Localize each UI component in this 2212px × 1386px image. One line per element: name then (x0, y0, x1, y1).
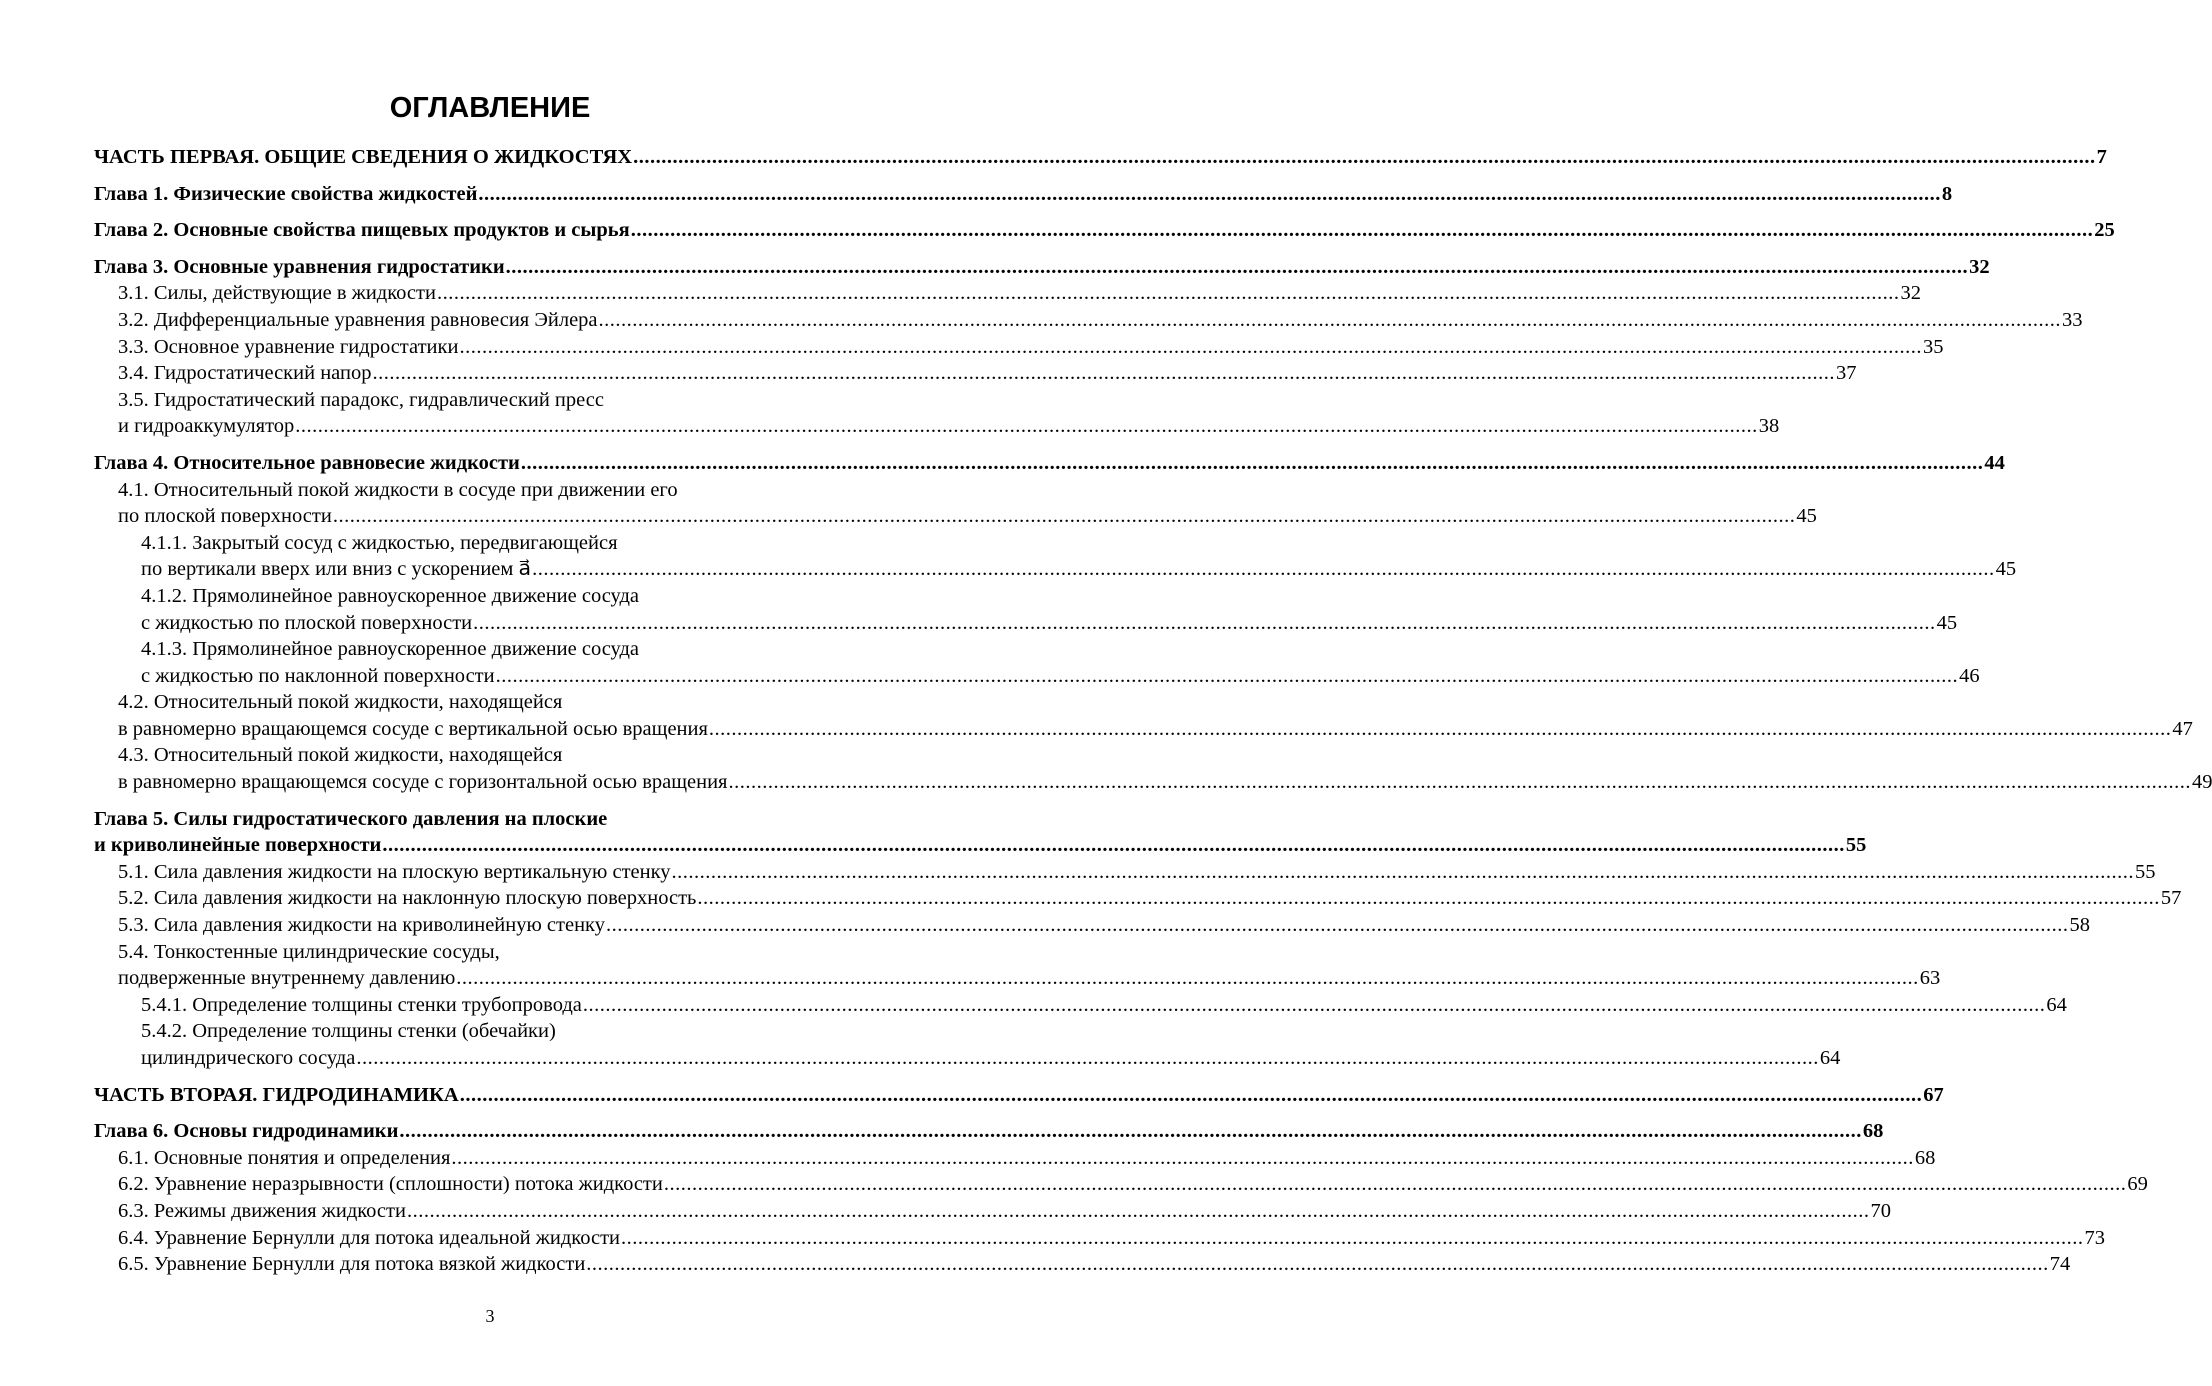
toc-entry-page: 47 (2172, 717, 2193, 740)
dot-leader: .................................................................................................................................................................................................................................................................... (671, 860, 2135, 883)
table-of-contents (94, 144, 2212, 1278)
toc-entry-title-line: 3.5. Гидростатический парадокс, гидравлический пресс (118, 388, 604, 411)
dot-leader: .................................................................................................................................................................................................................................................................... (459, 1083, 1923, 1106)
page-title: ОГЛАВЛЕНИЕ (389, 92, 591, 124)
toc-chapter-entry[interactable] (94, 217, 2115, 244)
toc-entry-title: Глава 1. Физические свойства жидкостей (94, 182, 478, 205)
toc-section-entry[interactable] (94, 742, 2212, 795)
toc-subsection-entry[interactable] (94, 636, 1980, 689)
toc-section-entry[interactable] (94, 477, 1817, 530)
toc-entry-page: 32 (1900, 282, 1921, 305)
toc-entry-title-line: 5.4.2. Определение толщины стенки (обечайки) (141, 1020, 556, 1043)
toc-entry-title-line: Глава 5. Силы гидростатического давления на плоские (94, 807, 608, 830)
toc-entry-page: 74 (2049, 1253, 2071, 1276)
toc-entry-title: Глава 3. Основные уравнения гидростатики (94, 255, 505, 278)
toc-section-entry[interactable] (94, 859, 2156, 886)
dot-leader: .................................................................................................................................................................................................................................................................... (586, 1253, 2049, 1276)
toc-entry-title: ЧАСТЬ ВТОРАЯ. ГИДРОДИНАМИКА (94, 1083, 459, 1106)
toc-entry-title: 6.1. Основные понятия и определения (118, 1146, 451, 1169)
toc-entry-page: 35 (1922, 335, 1944, 358)
toc-entry-title: в равномерно вращающемся сосуде с вертикальной осью вращения (118, 717, 708, 740)
toc-entry-page: 58 (2069, 914, 2090, 937)
toc-entry-page: 55 (1845, 834, 1867, 857)
toc-chapter-entry[interactable] (94, 1118, 1884, 1145)
toc-entry-page: 45 (1936, 611, 1958, 634)
toc-entry-title: с жидкостью по наклонной поверхности (141, 664, 495, 687)
dot-leader: .................................................................................................................................................................................................................................................................... (399, 1120, 1862, 1143)
toc-entry-title: 5.2. Сила давления жидкости на наклонную плоскую поверхность (118, 887, 697, 910)
dot-leader: .................................................................................................................................................................................................................................................................... (663, 1173, 2127, 1196)
toc-section-entry[interactable] (94, 939, 1941, 992)
toc-entry-title: и криволинейные поверхности (94, 834, 382, 857)
toc-entry-title: 6.2. Уравнение неразрывности (сплошности) потока жидкости (118, 1173, 663, 1196)
toc-subsection-entry[interactable] (94, 992, 2067, 1019)
toc-entry-page: 64 (1819, 1047, 1841, 1069)
dot-leader: .................................................................................................................................................................................................................................................................... (598, 308, 2062, 331)
toc-entry-page: 49 (2191, 771, 2212, 794)
toc-entry-page: 69 (2127, 1173, 2148, 1196)
toc-entry-title: цилиндрического сосуда (141, 1047, 356, 1069)
toc-chapter-entry[interactable] (94, 450, 2005, 477)
toc-subsection-entry[interactable] (94, 530, 2017, 583)
toc-section-entry[interactable] (94, 387, 1780, 440)
toc-section-entry[interactable] (94, 1198, 1891, 1225)
toc-section-entry[interactable] (94, 1251, 2071, 1278)
dot-leader: .................................................................................................................................................................................................................................................................... (495, 664, 1959, 687)
toc-entry-title: 5.4.1. Определение толщины стенки трубопровода (141, 993, 582, 1016)
toc-chapter-entry[interactable] (94, 181, 1953, 208)
dot-leader: .................................................................................................................................................................................................................................................................... (456, 967, 1919, 990)
toc-entry-page: 8 (1941, 182, 1953, 205)
toc-section-entry[interactable] (94, 1145, 1936, 1172)
dot-leader: .................................................................................................................................................................................................................................................................... (459, 335, 1922, 358)
toc-entry-title: Глава 6. Основы гидродинамики (94, 1120, 399, 1143)
dot-leader: .................................................................................................................................................................................................................................................................... (728, 771, 2191, 794)
toc-entry-title-line: 4.1.1. Закрытый сосуд с жидкостью, передвигающейся (141, 531, 618, 554)
toc-subsection-entry[interactable] (94, 1018, 1841, 1071)
toc-entry-page: 55 (2135, 860, 2156, 883)
dot-leader: .................................................................................................................................................................................................................................................................... (520, 451, 1984, 474)
toc-entry-title: с жидкостью по плоской поверхности (141, 611, 473, 634)
dot-leader: .................................................................................................................................................................................................................................................................... (295, 415, 1758, 438)
toc-section-entry[interactable] (94, 885, 2182, 912)
dot-leader: .................................................................................................................................................................................................................................................................... (436, 282, 1900, 305)
dot-leader: .................................................................................................................................................................................................................................................................... (532, 558, 1995, 581)
toc-entry-title-line: 5.4. Тонкостенные цилиндрические сосуды, (118, 940, 500, 963)
toc-entry-title: по плоской поверхности (118, 505, 332, 528)
toc-entry-title: 6.4. Уравнение Бернулли для потока идеальной жидкости (118, 1226, 621, 1249)
toc-entry-title: Глава 2. Основные свойства пищевых продуктов и сырья (94, 219, 630, 242)
toc-chapter-entry[interactable] (94, 144, 2107, 171)
toc-section-entry[interactable] (94, 912, 2090, 939)
toc-entry-title: ЧАСТЬ ПЕРВАЯ. ОБЩИЕ СВЕДЕНИЯ О ЖИДКОСТЯХ (94, 146, 633, 168)
toc-entry-page: 70 (1870, 1199, 1891, 1222)
toc-entry-page: 37 (1835, 362, 1857, 385)
dot-leader: .................................................................................................................................................................................................................................................................... (356, 1047, 1819, 1069)
toc-entry-page: 68 (1862, 1120, 1884, 1143)
toc-entry-title-line: 4.1.3. Прямолинейное равноускоренное движение сосуда (141, 638, 640, 661)
toc-entry-title-line: 4.2. Относительный покой жидкости, находящейся (118, 691, 563, 714)
toc-entry-title: 3.4. Гидростатический напор (118, 362, 372, 385)
toc-entry-page: 45 (1796, 505, 1817, 528)
dot-leader: .................................................................................................................................................................................................................................................................... (332, 505, 1796, 528)
toc-entry-title: 5.3. Сила давления жидкости на криволинейную стенку (118, 914, 605, 937)
toc-chapter-entry[interactable] (94, 254, 1990, 281)
toc-section-entry[interactable] (94, 280, 1921, 307)
dot-leader: .................................................................................................................................................................................................................................................................... (697, 887, 2160, 910)
dot-leader: .................................................................................................................................................................................................................................................................... (605, 914, 2069, 937)
toc-entry-page: 63 (1919, 967, 1941, 990)
dot-leader: .................................................................................................................................................................................................................................................................... (621, 1226, 2084, 1249)
toc-entry-page: 7 (2096, 146, 2107, 168)
toc-entry-title: 3.3. Основное уравнение гидростатики (118, 335, 459, 358)
toc-entry-page: 46 (1959, 664, 1980, 687)
dot-leader: .................................................................................................................................................................................................................................................................... (473, 611, 1936, 634)
toc-section-entry[interactable] (94, 360, 1857, 387)
toc-entry-page: 68 (1914, 1146, 1936, 1169)
toc-entry-title-line: 4.1. Относительный покой жидкости в сосуде при движении его (118, 478, 678, 501)
toc-entry-page: 57 (2160, 887, 2182, 910)
toc-entry-title: в равномерно вращающемся сосуде с горизонтальной осью вращения (118, 771, 728, 794)
toc-chapter-entry[interactable] (94, 1082, 1944, 1109)
toc-entry-title: 3.2. Дифференциальные уравнения равновесия Эйлера (118, 308, 598, 331)
dot-leader: .................................................................................................................................................................................................................................................................... (372, 362, 1835, 385)
toc-entry-title: подверженные внутреннему давлению (118, 967, 456, 990)
page-number: 3 (485, 1306, 495, 1326)
toc-entry-page: 73 (2084, 1226, 2106, 1249)
toc-entry-page: 64 (2046, 993, 2067, 1016)
toc-entry-page: 45 (1995, 558, 2017, 581)
toc-chapter-entry[interactable] (94, 806, 1867, 859)
dot-leader: .................................................................................................................................................................................................................................................................... (630, 219, 2094, 242)
toc-section-entry[interactable] (94, 689, 2193, 742)
toc-entry-title: Глава 4. Относительное равновесие жидкости (94, 451, 520, 474)
toc-entry-title: 5.1. Сила давления жидкости на плоскую вертикальную стенку (118, 860, 671, 883)
toc-entry-title: 6.5. Уравнение Бернулли для потока вязкой жидкости (118, 1253, 586, 1276)
toc-section-entry[interactable] (94, 1225, 2106, 1252)
toc-entry-page: 38 (1758, 415, 1780, 438)
toc-entry-title: 6.3. Режимы движения жидкости (118, 1199, 406, 1222)
dot-leader: .................................................................................................................................................................................................................................................................... (382, 834, 1845, 857)
toc-entry-title-line: 4.1.2. Прямолинейное равноускоренное движение сосуда (141, 584, 640, 607)
dot-leader: .................................................................................................................................................................................................................................................................... (505, 255, 1969, 278)
toc-section-entry[interactable] (94, 1171, 2148, 1198)
toc-section-entry[interactable] (94, 307, 2083, 334)
toc-entry-title-line: 4.3. Относительный покой жидкости, находящейся (118, 744, 563, 767)
dot-leader: .................................................................................................................................................................................................................................................................... (451, 1146, 1914, 1169)
toc-section-entry[interactable] (94, 334, 1944, 361)
dot-leader: .................................................................................................................................................................................................................................................................... (633, 146, 2096, 168)
dot-leader: .................................................................................................................................................................................................................................................................... (478, 182, 1941, 205)
dot-leader: .................................................................................................................................................................................................................................................................... (406, 1199, 1870, 1222)
toc-entry-page: 32 (1969, 255, 1990, 278)
toc-entry-title: и гидроаккумулятор (118, 415, 295, 438)
dot-leader: .................................................................................................................................................................................................................................................................... (708, 717, 2172, 740)
toc-subsection-entry[interactable] (94, 583, 1958, 636)
toc-entry-page: 33 (2062, 308, 2083, 331)
toc-entry-title: по вертикали вверх или вниз с ускорением a⃗ (141, 558, 532, 581)
toc-entry-title: 3.1. Силы, действующие в жидкости (118, 282, 436, 305)
dot-leader: .................................................................................................................................................................................................................................................................... (582, 993, 2046, 1016)
toc-entry-page: 44 (1984, 451, 2005, 474)
toc-entry-page: 25 (2094, 219, 2115, 242)
toc-entry-page: 67 (1923, 1083, 1944, 1106)
